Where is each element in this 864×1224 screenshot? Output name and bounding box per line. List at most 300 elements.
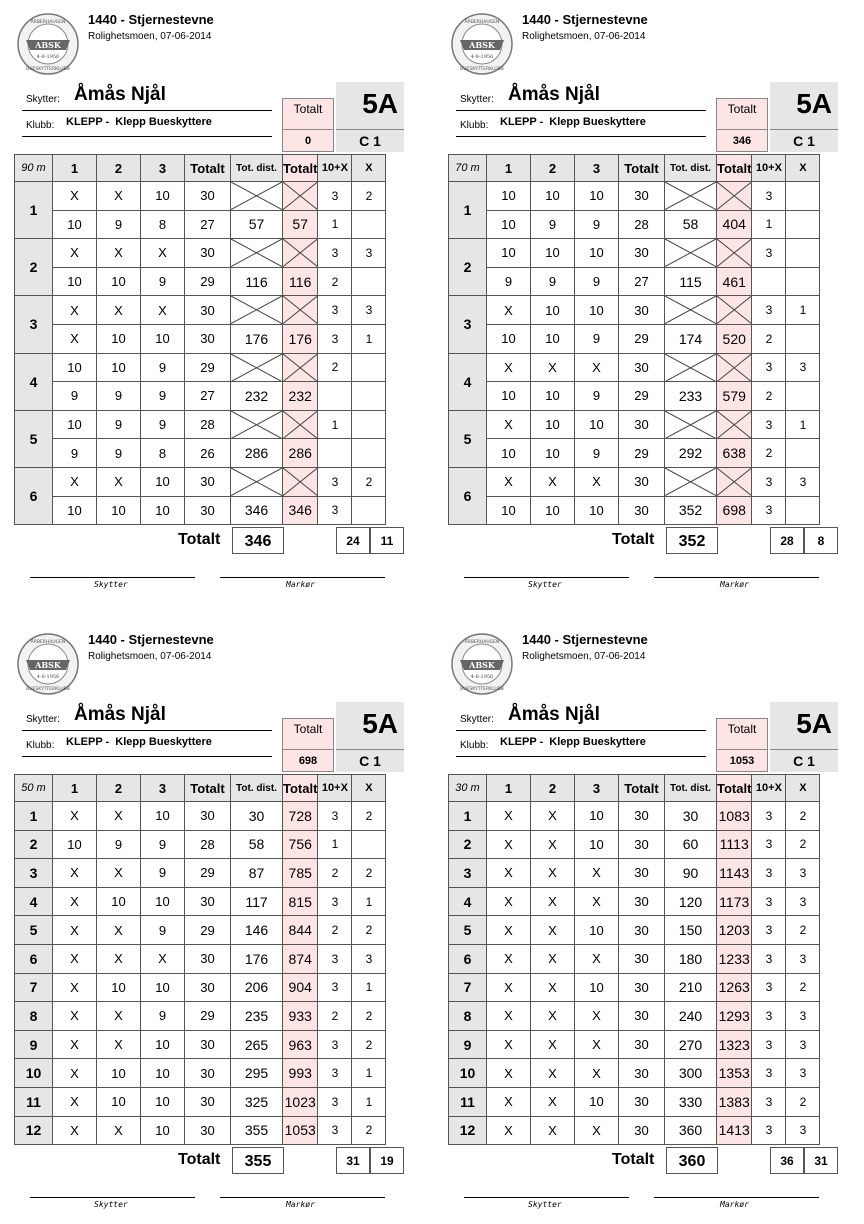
end-total: 30 bbox=[619, 859, 665, 888]
total-value: 352 bbox=[666, 527, 718, 554]
score-row bbox=[15, 467, 386, 496]
distance-total: 286 bbox=[231, 439, 283, 468]
arrow-3: 10 bbox=[575, 410, 619, 439]
x-count: 2 bbox=[352, 467, 386, 496]
x-count: 2 bbox=[352, 1002, 386, 1031]
end-total: 30 bbox=[185, 467, 231, 496]
x-count: 2 bbox=[352, 1116, 386, 1145]
end-total: 29 bbox=[185, 267, 231, 296]
crossed-cell-total bbox=[283, 182, 318, 211]
arrow-2: X bbox=[531, 973, 575, 1002]
tens-count: 3 bbox=[752, 239, 786, 268]
arrow-2: X bbox=[531, 1087, 575, 1116]
running-total: 1173 bbox=[717, 887, 752, 916]
column-header: Totalt bbox=[283, 155, 318, 182]
class-value: 5A bbox=[362, 708, 398, 739]
arrow-1: 10 bbox=[487, 324, 531, 353]
tens-count: 3 bbox=[752, 467, 786, 496]
score-table bbox=[448, 774, 820, 1145]
distance-total: 117 bbox=[231, 887, 283, 916]
marker-signature-label: Markør bbox=[286, 580, 315, 589]
tens-count: 3 bbox=[318, 239, 352, 268]
running-total: 698 bbox=[717, 496, 752, 525]
end-total: 28 bbox=[185, 410, 231, 439]
end-number: 7 bbox=[15, 973, 53, 1002]
shooter-name: Åmås Njål bbox=[508, 704, 600, 725]
name-underline bbox=[456, 110, 706, 111]
arrow-1: X bbox=[53, 324, 97, 353]
tens-count: 2 bbox=[318, 916, 352, 945]
total-x: 11 bbox=[370, 527, 404, 554]
running-total: 844 bbox=[283, 916, 318, 945]
tens-count bbox=[318, 439, 352, 468]
end-number: 3 bbox=[15, 859, 53, 888]
club-name: KLEPP - Klepp Bueskyttere bbox=[500, 736, 646, 748]
score-row bbox=[15, 439, 386, 468]
crossed-cell bbox=[665, 296, 717, 325]
end-total: 30 bbox=[619, 296, 665, 325]
column-header: Totalt bbox=[717, 775, 752, 802]
crossed-cell bbox=[231, 410, 283, 439]
arrow-3: 9 bbox=[141, 410, 185, 439]
arrow-2: X bbox=[97, 1002, 141, 1031]
arrow-2: 9 bbox=[97, 210, 141, 239]
end-number: 12 bbox=[449, 1116, 487, 1145]
end-number: 7 bbox=[449, 973, 487, 1002]
score-row bbox=[449, 973, 820, 1002]
x-count bbox=[786, 239, 820, 268]
score-row bbox=[15, 973, 386, 1002]
event-title: 1440 - Stjernestevne bbox=[88, 12, 214, 27]
end-total: 30 bbox=[619, 973, 665, 1002]
arrow-2: 10 bbox=[97, 1059, 141, 1088]
column-header: Totalt bbox=[185, 775, 231, 802]
arrow-3: 9 bbox=[141, 830, 185, 859]
arrow-3: 10 bbox=[141, 324, 185, 353]
svg-text:ABSK: ABSK bbox=[35, 660, 61, 670]
x-count bbox=[786, 182, 820, 211]
arrow-1: 10 bbox=[53, 353, 97, 382]
svg-text:ABSK: ABSK bbox=[469, 660, 495, 670]
arrow-3: 9 bbox=[575, 210, 619, 239]
end-total: 30 bbox=[185, 1030, 231, 1059]
end-number: 5 bbox=[449, 916, 487, 945]
scorecard bbox=[14, 630, 414, 1220]
running-total: 1083 bbox=[717, 802, 752, 831]
distance-total: 265 bbox=[231, 1030, 283, 1059]
end-total: 30 bbox=[619, 467, 665, 496]
totalt-label: Totalt bbox=[727, 102, 757, 116]
tens-count: 3 bbox=[752, 944, 786, 973]
arrow-2: 10 bbox=[531, 182, 575, 211]
crossed-cell bbox=[665, 410, 717, 439]
x-count: 1 bbox=[352, 973, 386, 1002]
score-row bbox=[449, 239, 820, 268]
shooter-name: Åmås Njål bbox=[74, 84, 166, 105]
totalt-label: Totalt bbox=[293, 722, 323, 736]
arrow-1: X bbox=[487, 296, 531, 325]
arrow-2: 9 bbox=[97, 382, 141, 411]
distance-label: 50 m bbox=[15, 775, 53, 802]
end-total: 30 bbox=[185, 944, 231, 973]
crossed-cell bbox=[665, 239, 717, 268]
total-label: Totalt bbox=[178, 1151, 221, 1169]
club-name: KLEPP - Klepp Bueskyttere bbox=[66, 736, 212, 748]
column-header: 3 bbox=[575, 155, 619, 182]
prev-total-value: 346 bbox=[716, 130, 768, 152]
arrow-1: X bbox=[487, 859, 531, 888]
x-count: 1 bbox=[786, 296, 820, 325]
score-row bbox=[449, 1030, 820, 1059]
end-total: 29 bbox=[185, 859, 231, 888]
arrow-1: X bbox=[487, 1002, 531, 1031]
arrow-2: X bbox=[531, 1059, 575, 1088]
end-number: 9 bbox=[449, 1030, 487, 1059]
arrow-3: X bbox=[575, 1059, 619, 1088]
arrow-1: 10 bbox=[53, 496, 97, 525]
shooter-signature-label: Skytter bbox=[528, 1200, 562, 1209]
x-count: 2 bbox=[786, 1087, 820, 1116]
x-count bbox=[786, 210, 820, 239]
tens-count bbox=[752, 267, 786, 296]
end-total: 30 bbox=[619, 1116, 665, 1145]
distance-total: 346 bbox=[231, 496, 283, 525]
score-row bbox=[449, 830, 820, 859]
tens-count: 1 bbox=[318, 830, 352, 859]
score-row bbox=[15, 1059, 386, 1088]
arrow-3: X bbox=[575, 859, 619, 888]
distance-total: 87 bbox=[231, 859, 283, 888]
tens-count: 1 bbox=[318, 410, 352, 439]
end-number: 11 bbox=[15, 1087, 53, 1116]
klubb-label: Klubb: bbox=[460, 120, 489, 131]
total-label: Totalt bbox=[612, 531, 655, 549]
x-count: 3 bbox=[786, 887, 820, 916]
crossed-cell-total bbox=[283, 239, 318, 268]
arrow-3: 10 bbox=[575, 830, 619, 859]
svg-text:ÅRBERHAUGEN: ÅRBERHAUGEN bbox=[464, 640, 500, 645]
tens-count: 3 bbox=[752, 973, 786, 1002]
arrow-2: X bbox=[97, 182, 141, 211]
arrow-2: X bbox=[531, 916, 575, 945]
shooter-signature-line bbox=[30, 577, 195, 578]
end-number: 8 bbox=[449, 1002, 487, 1031]
arrow-2: X bbox=[97, 296, 141, 325]
svg-text:ÅRBERHAUGEN: ÅRBERHAUGEN bbox=[30, 640, 66, 645]
end-total: 30 bbox=[619, 1087, 665, 1116]
club-underline bbox=[456, 136, 706, 137]
arrow-1: 10 bbox=[53, 830, 97, 859]
arrow-2: X bbox=[531, 353, 575, 382]
running-total: 638 bbox=[717, 439, 752, 468]
x-count: 3 bbox=[352, 239, 386, 268]
arrow-2: 10 bbox=[531, 324, 575, 353]
x-count: 2 bbox=[352, 802, 386, 831]
skytter-label: Skytter: bbox=[460, 714, 494, 725]
end-total: 27 bbox=[619, 267, 665, 296]
scorecard bbox=[14, 10, 414, 600]
end-total: 30 bbox=[619, 1030, 665, 1059]
x-count: 3 bbox=[786, 353, 820, 382]
tens-count: 2 bbox=[318, 859, 352, 888]
crossed-cell bbox=[231, 467, 283, 496]
score-row bbox=[449, 1116, 820, 1145]
shooter-name: Åmås Njål bbox=[74, 704, 166, 725]
end-number: 2 bbox=[449, 239, 487, 296]
crossed-cell bbox=[231, 182, 283, 211]
klubb-label: Klubb: bbox=[26, 740, 55, 751]
total-x: 31 bbox=[804, 1147, 838, 1174]
arrow-1: X bbox=[53, 916, 97, 945]
club-logo bbox=[16, 12, 80, 76]
end-total: 28 bbox=[619, 210, 665, 239]
x-count: 3 bbox=[786, 1116, 820, 1145]
distance-total: 115 bbox=[665, 267, 717, 296]
class-value: 5A bbox=[796, 708, 832, 739]
arrow-1: X bbox=[487, 830, 531, 859]
x-count: 3 bbox=[786, 1002, 820, 1031]
header-row bbox=[15, 155, 386, 182]
x-count: 3 bbox=[786, 944, 820, 973]
total-x: 8 bbox=[804, 527, 838, 554]
end-total: 30 bbox=[185, 296, 231, 325]
club-underline bbox=[22, 756, 272, 757]
distance-total: 90 bbox=[665, 859, 717, 888]
arrow-2: 9 bbox=[97, 830, 141, 859]
distance-total: 295 bbox=[231, 1059, 283, 1088]
arrow-2: X bbox=[531, 944, 575, 973]
column-header: 10+X bbox=[752, 155, 786, 182]
tens-count: 2 bbox=[752, 439, 786, 468]
crossed-cell-total bbox=[283, 410, 318, 439]
svg-text:ABSK: ABSK bbox=[469, 40, 495, 50]
tens-count: 1 bbox=[752, 210, 786, 239]
arrow-1: 9 bbox=[487, 267, 531, 296]
end-total: 30 bbox=[185, 182, 231, 211]
distance-total: 352 bbox=[665, 496, 717, 525]
score-row bbox=[449, 1087, 820, 1116]
score-row bbox=[15, 382, 386, 411]
klubb-label: Klubb: bbox=[26, 120, 55, 131]
class-box bbox=[770, 82, 838, 130]
tens-count: 3 bbox=[318, 467, 352, 496]
arrow-3: 10 bbox=[141, 887, 185, 916]
arrow-2: 10 bbox=[97, 324, 141, 353]
distance-label: 90 m bbox=[15, 155, 53, 182]
arrow-1: 10 bbox=[53, 410, 97, 439]
running-total: 756 bbox=[283, 830, 318, 859]
x-count: 1 bbox=[352, 887, 386, 916]
tens-count: 3 bbox=[752, 182, 786, 211]
total-tens: 24 bbox=[336, 527, 370, 554]
running-total: 520 bbox=[717, 324, 752, 353]
end-total: 30 bbox=[619, 1002, 665, 1031]
arrow-1: X bbox=[53, 239, 97, 268]
club-logo bbox=[450, 632, 514, 696]
tens-count: 3 bbox=[318, 944, 352, 973]
score-row bbox=[449, 210, 820, 239]
arrow-1: 10 bbox=[487, 439, 531, 468]
total-tens: 36 bbox=[770, 1147, 804, 1174]
x-count: 2 bbox=[352, 859, 386, 888]
arrow-3: 10 bbox=[141, 182, 185, 211]
column-header: X bbox=[786, 775, 820, 802]
prev-total-box bbox=[282, 98, 334, 130]
score-row bbox=[15, 887, 386, 916]
distance-total: 146 bbox=[231, 916, 283, 945]
arrow-2: 9 bbox=[97, 410, 141, 439]
club-name: KLEPP - Klepp Bueskyttere bbox=[66, 116, 212, 128]
arrow-1: 9 bbox=[53, 382, 97, 411]
arrow-2: 10 bbox=[97, 887, 141, 916]
tens-count: 3 bbox=[752, 353, 786, 382]
svg-text:ÅRBERHAUGEN: ÅRBERHAUGEN bbox=[464, 20, 500, 25]
score-row bbox=[15, 859, 386, 888]
tens-count: 2 bbox=[752, 324, 786, 353]
end-total: 30 bbox=[185, 973, 231, 1002]
column-header: 10+X bbox=[752, 775, 786, 802]
prev-total-value: 0 bbox=[282, 130, 334, 152]
score-row bbox=[15, 802, 386, 831]
x-count: 2 bbox=[352, 182, 386, 211]
marker-signature-line bbox=[220, 577, 385, 578]
arrow-1: X bbox=[487, 973, 531, 1002]
score-row bbox=[15, 324, 386, 353]
end-number: 3 bbox=[15, 296, 53, 353]
x-count: 1 bbox=[352, 1087, 386, 1116]
arrow-3: X bbox=[575, 353, 619, 382]
running-total: 57 bbox=[283, 210, 318, 239]
score-row bbox=[449, 182, 820, 211]
class-value: 5A bbox=[796, 88, 832, 119]
end-total: 30 bbox=[185, 239, 231, 268]
tens-count: 3 bbox=[752, 496, 786, 525]
distance-total: 30 bbox=[665, 802, 717, 831]
score-row bbox=[15, 239, 386, 268]
end-total: 30 bbox=[619, 944, 665, 973]
club-underline bbox=[22, 136, 272, 137]
end-total: 30 bbox=[619, 410, 665, 439]
prev-total-box bbox=[716, 718, 768, 750]
running-total: 785 bbox=[283, 859, 318, 888]
x-count bbox=[352, 267, 386, 296]
distance-total: 206 bbox=[231, 973, 283, 1002]
crossed-cell-total bbox=[717, 467, 752, 496]
column-header: Tot. dist. bbox=[231, 775, 283, 802]
arrow-1: X bbox=[53, 182, 97, 211]
arrow-3: X bbox=[575, 467, 619, 496]
score-row bbox=[15, 410, 386, 439]
column-header: 3 bbox=[141, 155, 185, 182]
score-row bbox=[15, 182, 386, 211]
arrow-3: 10 bbox=[575, 182, 619, 211]
running-total: 232 bbox=[283, 382, 318, 411]
total-value: 346 bbox=[232, 527, 284, 554]
arrow-2: 9 bbox=[97, 439, 141, 468]
marker-signature-line bbox=[654, 1197, 819, 1198]
arrow-2: 10 bbox=[97, 973, 141, 1002]
arrow-3: 9 bbox=[141, 353, 185, 382]
arrow-2: 10 bbox=[531, 296, 575, 325]
distance-total: 58 bbox=[665, 210, 717, 239]
end-total: 29 bbox=[185, 353, 231, 382]
tens-count: 3 bbox=[318, 1030, 352, 1059]
tens-count: 3 bbox=[318, 296, 352, 325]
arrow-1: X bbox=[487, 1087, 531, 1116]
arrow-1: X bbox=[487, 944, 531, 973]
score-row bbox=[449, 353, 820, 382]
crossed-cell bbox=[231, 239, 283, 268]
arrow-3: X bbox=[575, 1002, 619, 1031]
running-total: 815 bbox=[283, 887, 318, 916]
running-total: 993 bbox=[283, 1059, 318, 1088]
club-logo bbox=[450, 12, 514, 76]
arrow-2: 10 bbox=[531, 239, 575, 268]
arrow-3: 9 bbox=[141, 267, 185, 296]
shooter-signature-line bbox=[30, 1197, 195, 1198]
running-total: 346 bbox=[283, 496, 318, 525]
event-title: 1440 - Stjernestevne bbox=[522, 12, 648, 27]
shooter-signature-line bbox=[464, 577, 629, 578]
division-value: C 1 bbox=[336, 130, 404, 152]
crossed-cell bbox=[665, 353, 717, 382]
arrow-3: 9 bbox=[575, 267, 619, 296]
arrow-2: 9 bbox=[531, 267, 575, 296]
arrow-3: X bbox=[575, 1116, 619, 1145]
score-row bbox=[449, 439, 820, 468]
end-number: 5 bbox=[449, 410, 487, 467]
arrow-1: X bbox=[487, 1116, 531, 1145]
tens-count: 2 bbox=[752, 382, 786, 411]
end-number: 8 bbox=[15, 1002, 53, 1031]
running-total: 728 bbox=[283, 802, 318, 831]
end-number: 3 bbox=[449, 296, 487, 353]
tens-count: 3 bbox=[752, 887, 786, 916]
end-number: 10 bbox=[449, 1059, 487, 1088]
totalt-label: Totalt bbox=[727, 722, 757, 736]
running-total: 1143 bbox=[717, 859, 752, 888]
tens-count: 3 bbox=[318, 1087, 352, 1116]
class-value: 5A bbox=[362, 88, 398, 119]
x-count bbox=[786, 439, 820, 468]
class-box bbox=[336, 702, 404, 750]
column-header: Totalt bbox=[185, 155, 231, 182]
tens-count: 3 bbox=[752, 916, 786, 945]
arrow-2: X bbox=[531, 887, 575, 916]
score-row bbox=[449, 324, 820, 353]
name-underline bbox=[456, 730, 706, 731]
arrow-3: 10 bbox=[141, 1059, 185, 1088]
svg-text:4-8-1956: 4-8-1956 bbox=[470, 674, 494, 680]
arrow-1: 10 bbox=[487, 239, 531, 268]
end-number: 4 bbox=[15, 887, 53, 916]
arrow-2: 10 bbox=[531, 382, 575, 411]
end-number: 1 bbox=[449, 802, 487, 831]
end-total: 29 bbox=[619, 324, 665, 353]
svg-text:BUESKYTTERKLUBB: BUESKYTTERKLUBB bbox=[26, 67, 70, 72]
arrow-3: 10 bbox=[141, 973, 185, 1002]
column-header: X bbox=[352, 775, 386, 802]
x-count bbox=[352, 210, 386, 239]
arrow-3: 8 bbox=[141, 210, 185, 239]
event-title: 1440 - Stjernestevne bbox=[522, 632, 648, 647]
name-underline bbox=[22, 110, 272, 111]
arrow-1: X bbox=[487, 410, 531, 439]
running-total: 874 bbox=[283, 944, 318, 973]
arrow-1: X bbox=[53, 944, 97, 973]
running-total: 1113 bbox=[717, 830, 752, 859]
tens-count: 2 bbox=[318, 353, 352, 382]
